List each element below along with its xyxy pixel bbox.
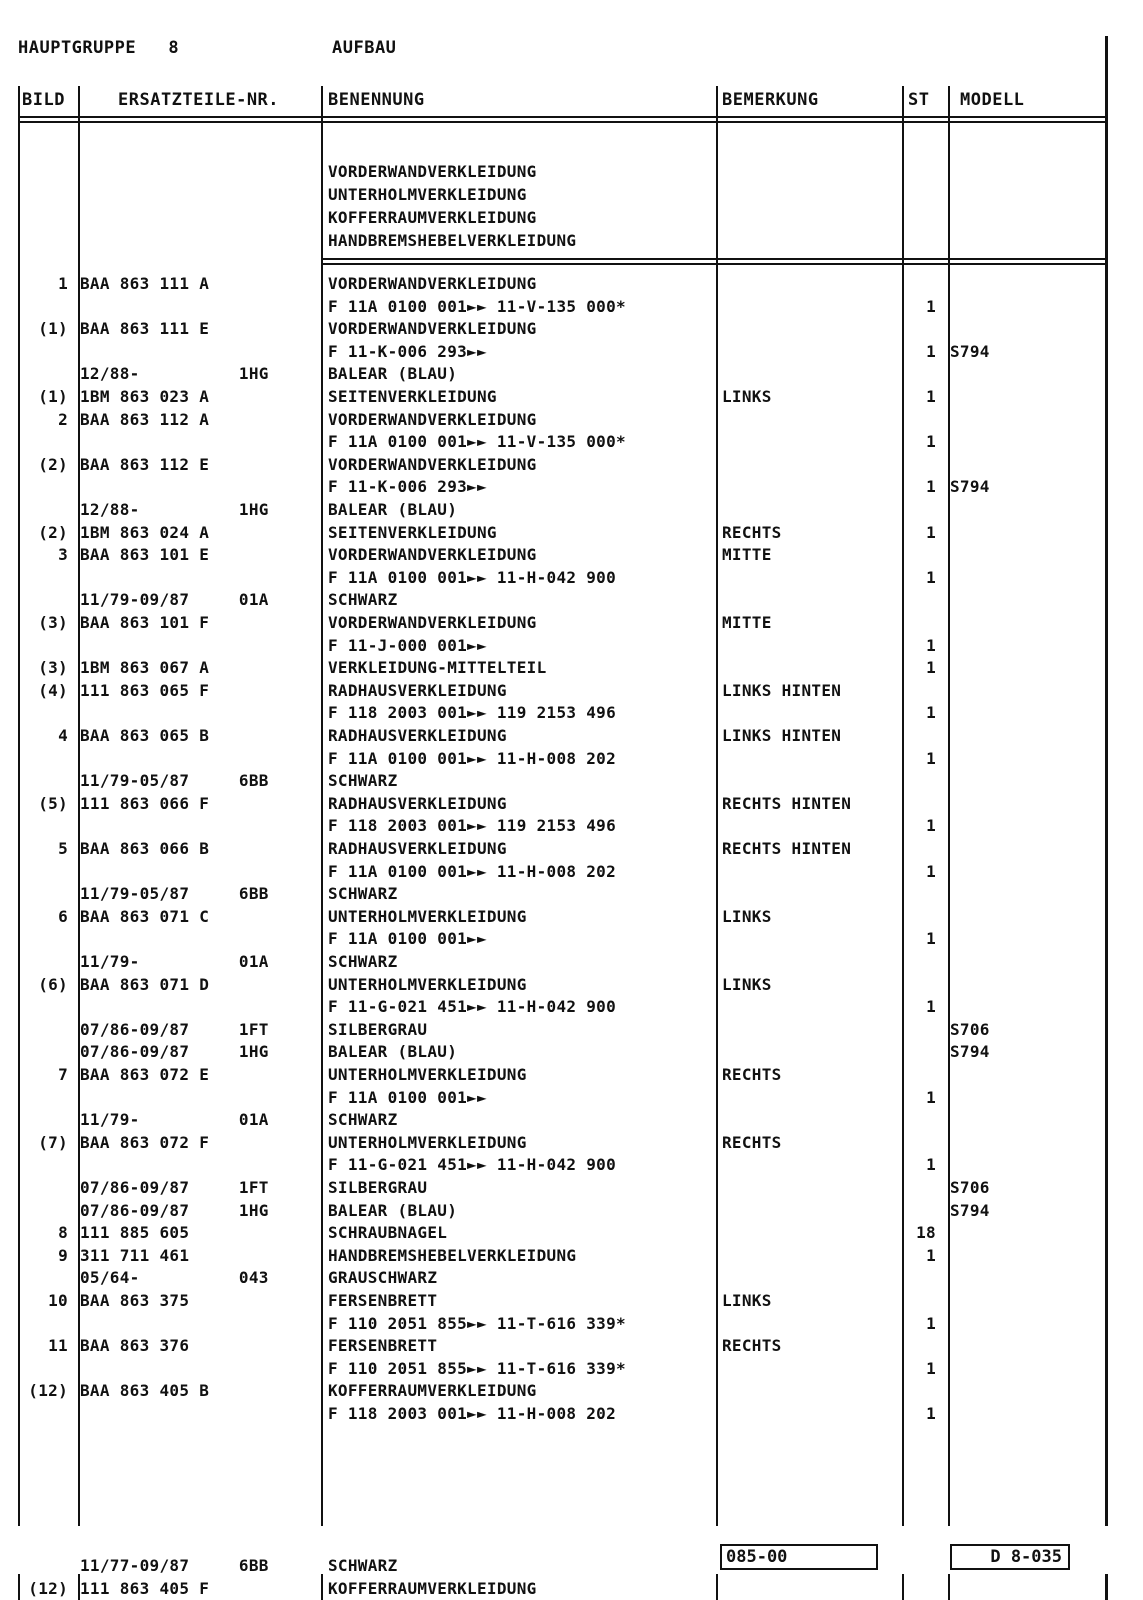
row-st: 1	[926, 1358, 936, 1378]
intro-item: HANDBREMSHEBELVERKLEIDUNG	[328, 231, 577, 250]
intro-item: KOFFERRAUMVERKLEIDUNG	[328, 208, 537, 227]
row-st: 1	[926, 658, 936, 678]
col-sep-part	[321, 86, 323, 1526]
row-part: BAA 863 071 C	[80, 906, 210, 926]
intro-rule-2	[321, 263, 1108, 265]
cont-row-part: 11/77-09/87 6BB	[80, 1556, 269, 1575]
row-part: 111 863 066 F	[80, 793, 210, 813]
row-bild: 11	[48, 1336, 68, 1356]
row-desc: VORDERWANDVERKLEIDUNG	[328, 409, 537, 429]
row-remark: LINKS	[722, 387, 772, 406]
row-desc: F 11-J-000 001►►	[328, 635, 487, 655]
row-desc: SEITENVERKLEIDUNG	[328, 387, 497, 406]
row-bild: 8	[58, 1223, 68, 1243]
row-remark: RECHTS	[722, 1336, 782, 1356]
row-desc: RADHAUSVERKLEIDUNG	[328, 793, 507, 813]
row-desc: FERSENBRETT	[328, 1291, 438, 1310]
row-desc: SCHWARZ	[328, 590, 398, 610]
row-part: 111 885 605	[80, 1223, 190, 1243]
row-bild: (1)	[38, 319, 68, 339]
intro-item: VORDERWANDVERKLEIDUNG	[328, 162, 537, 181]
cont-col-sep-part	[321, 1574, 323, 1600]
row-part: 311 711 461	[80, 1245, 190, 1265]
row-bild: (7)	[38, 1132, 68, 1152]
row-part: BAA 863 405 B	[80, 1381, 210, 1401]
row-bild: 4	[58, 726, 68, 745]
row-part: 111 863 065 F	[80, 680, 210, 700]
row-model: S706	[950, 1178, 990, 1197]
row-desc: F 118 2003 001►► 11-H-008 202	[328, 1404, 617, 1423]
row-st: 1	[926, 1404, 936, 1423]
cont-row-desc: SCHWARZ	[328, 1556, 398, 1575]
row-bild: 7	[58, 1065, 68, 1084]
cont-col-sep-remark	[902, 1574, 904, 1600]
row-st: 1	[926, 748, 936, 768]
row-part: 11/79-05/87 6BB	[80, 771, 269, 791]
row-st: 1	[926, 1245, 936, 1265]
row-part: 07/86-09/87 1FT	[80, 1019, 269, 1039]
cont-col-sep-st	[948, 1574, 950, 1600]
row-desc: UNTERHOLMVERKLEIDUNG	[328, 974, 527, 994]
row-st: 1	[926, 567, 936, 587]
row-st: 1	[926, 861, 936, 881]
group-title: AUFBAU	[332, 38, 397, 58]
row-bild: 6	[58, 906, 68, 926]
col-header-st: ST	[908, 90, 930, 110]
row-st: 1	[926, 341, 936, 361]
row-desc: BALEAR (BLAU)	[328, 1200, 458, 1220]
row-st: 1	[926, 635, 936, 655]
row-desc: F 11A 0100 001►► 11-V-135 000*	[328, 296, 626, 316]
row-model: S794	[950, 1042, 990, 1062]
row-remark: MITTE	[722, 613, 772, 632]
row-desc: VORDERWANDVERKLEIDUNG	[328, 454, 537, 474]
row-st: 18	[916, 1223, 936, 1243]
row-desc: VERKLEIDUNG-MITTELTEIL	[328, 658, 547, 678]
row-desc: BALEAR (BLAU)	[328, 364, 458, 384]
row-bild: 2	[58, 409, 68, 429]
cont-row-bild: (12)	[28, 1579, 68, 1598]
row-desc: F 118 2003 001►► 119 2153 496	[328, 816, 617, 836]
row-desc: SCHWARZ	[328, 884, 398, 904]
row-part: 07/86-09/87 1HG	[80, 1042, 269, 1062]
row-desc: BALEAR (BLAU)	[328, 1042, 458, 1062]
row-part: 11/79- 01A	[80, 952, 269, 971]
row-desc: FERSENBRETT	[328, 1336, 438, 1356]
row-desc: F 110 2051 855►► 11-T-616 339*	[328, 1358, 626, 1378]
row-desc: BALEAR (BLAU)	[328, 500, 458, 519]
row-model: S794	[950, 477, 990, 497]
group-label-text: HAUPTGRUPPE	[18, 38, 137, 58]
row-part: BAA 863 072 E	[80, 1065, 210, 1084]
row-desc: F 110 2051 855►► 11-T-616 339*	[328, 1313, 626, 1333]
row-part: BAA 863 071 D	[80, 974, 210, 994]
row-bild: 5	[58, 839, 68, 858]
header-rule-1	[18, 116, 1108, 118]
row-bild: (12)	[28, 1381, 68, 1401]
row-remark: LINKS HINTEN	[722, 726, 842, 745]
row-part: 1BM 863 023 A	[80, 387, 210, 406]
row-part: 07/86-09/87 1FT	[80, 1178, 269, 1197]
row-bild: (6)	[38, 974, 68, 994]
row-part: 11/79-09/87 01A	[80, 590, 269, 610]
row-desc: F 11-G-021 451►► 11-H-042 900	[328, 997, 617, 1017]
row-desc: RADHAUSVERKLEIDUNG	[328, 726, 507, 745]
row-desc: F 11A 0100 001►► 11-H-042 900	[328, 567, 617, 587]
row-desc: F 11-G-021 451►► 11-H-042 900	[328, 1155, 617, 1175]
cont-row-desc: KOFFERRAUMVERKLEIDUNG	[328, 1579, 537, 1598]
row-part: BAA 863 112 E	[80, 454, 210, 474]
cont-row-part: 111 863 405 F	[80, 1579, 210, 1598]
col-header-part: ERSATZTEILE-NR.	[118, 90, 280, 110]
row-st: 1	[926, 522, 936, 542]
row-desc: UNTERHOLMVERKLEIDUNG	[328, 1132, 527, 1152]
row-part: 1BM 863 067 A	[80, 658, 210, 678]
row-desc: VORDERWANDVERKLEIDUNG	[328, 545, 537, 565]
row-part: BAA 863 375	[80, 1291, 190, 1310]
row-desc: SCHWARZ	[328, 1110, 398, 1130]
row-desc: RADHAUSVERKLEIDUNG	[328, 680, 507, 700]
row-desc: SCHWARZ	[328, 771, 398, 791]
row-st: 1	[926, 816, 936, 836]
row-desc: F 118 2003 001►► 119 2153 496	[328, 703, 617, 723]
row-model: S794	[950, 341, 990, 361]
row-part: BAA 863 072 F	[80, 1132, 210, 1152]
row-desc: F 11A 0100 001►►	[328, 929, 487, 949]
row-desc: F 11A 0100 001►► 11-V-135 000*	[328, 432, 626, 452]
row-desc: F 11-K-006 293►►	[328, 341, 487, 361]
row-bild: (3)	[38, 658, 68, 678]
row-remark: LINKS	[722, 974, 772, 994]
row-part: BAA 863 111 A	[80, 274, 210, 293]
footer-code-right: D 8-035	[950, 1544, 1070, 1570]
row-desc: HANDBREMSHEBELVERKLEIDUNG	[328, 1245, 577, 1265]
col-header-desc: BENENNUNG	[328, 90, 425, 110]
row-part: BAA 863 101 F	[80, 613, 210, 632]
row-desc: KOFFERRAUMVERKLEIDUNG	[328, 1381, 537, 1401]
row-part: 12/88- 1HG	[80, 500, 269, 519]
row-desc: SCHWARZ	[328, 952, 398, 971]
row-st: 1	[926, 296, 936, 316]
row-bild: 1	[58, 274, 68, 293]
row-desc: UNTERHOLMVERKLEIDUNG	[328, 906, 527, 926]
row-desc: SCHRAUBNAGEL	[328, 1223, 448, 1243]
row-remark: LINKS	[722, 1291, 772, 1310]
row-remark: RECHTS	[722, 522, 782, 542]
col-sep-st	[948, 86, 950, 1526]
row-remark: RECHTS HINTEN	[722, 839, 852, 858]
row-desc: F 11A 0100 001►► 11-H-008 202	[328, 861, 617, 881]
row-st: 1	[926, 1087, 936, 1107]
row-bild: (2)	[38, 454, 68, 474]
header-rule-2	[18, 121, 1108, 123]
row-desc: SEITENVERKLEIDUNG	[328, 522, 497, 542]
row-desc: UNTERHOLMVERKLEIDUNG	[328, 1065, 527, 1084]
col-header-model: MODELL	[960, 90, 1025, 110]
row-st: 1	[926, 477, 936, 497]
row-bild: (4)	[38, 680, 68, 700]
col-header-bild: BILD	[22, 90, 65, 110]
row-desc: F 11A 0100 001►► 11-H-008 202	[328, 748, 617, 768]
row-desc: GRAUSCHWARZ	[328, 1268, 438, 1288]
row-part: 11/79-05/87 6BB	[80, 884, 269, 904]
row-desc: SILBERGRAU	[328, 1178, 428, 1197]
row-part: BAA 863 376	[80, 1336, 190, 1356]
row-part: 11/79- 01A	[80, 1110, 269, 1130]
row-bild: (1)	[38, 387, 68, 406]
row-part: BAA 863 065 B	[80, 726, 210, 745]
row-desc: VORDERWANDVERKLEIDUNG	[328, 319, 537, 339]
row-part: BAA 863 112 A	[80, 409, 210, 429]
intro-rule-1	[321, 258, 1108, 260]
row-bild: 9	[58, 1245, 68, 1265]
row-desc: F 11A 0100 001►►	[328, 1087, 487, 1107]
row-desc: SILBERGRAU	[328, 1019, 428, 1039]
row-part: BAA 863 066 B	[80, 839, 210, 858]
row-remark: MITTE	[722, 545, 772, 565]
row-desc: F 11-K-006 293►►	[328, 477, 487, 497]
row-desc: VORDERWANDVERKLEIDUNG	[328, 613, 537, 632]
row-part: 05/64- 043	[80, 1268, 269, 1288]
footer-code-left: 085-00	[720, 1544, 878, 1570]
col-header-remark: BEMERKUNG	[722, 90, 819, 110]
row-desc: RADHAUSVERKLEIDUNG	[328, 839, 507, 858]
row-st: 1	[926, 1155, 936, 1175]
row-st: 1	[926, 703, 936, 723]
row-model: S706	[950, 1019, 990, 1039]
row-part: BAA 863 101 E	[80, 545, 210, 565]
row-st: 1	[926, 929, 936, 949]
row-st: 1	[926, 997, 936, 1017]
group-number: 8	[168, 38, 180, 58]
row-remark: RECHTS	[722, 1065, 782, 1084]
row-bild: 3	[58, 545, 68, 565]
row-st: 1	[926, 1313, 936, 1333]
row-model: S794	[950, 1200, 990, 1220]
cont-frame-right	[1105, 1574, 1108, 1600]
row-part: 1BM 863 024 A	[80, 522, 210, 542]
row-bild: (2)	[38, 522, 68, 542]
row-st: 1	[926, 432, 936, 452]
row-part: 07/86-09/87 1HG	[80, 1200, 269, 1220]
row-remark: LINKS	[722, 906, 772, 926]
row-remark: RECHTS	[722, 1132, 782, 1152]
row-bild: 10	[48, 1291, 68, 1310]
row-bild: (5)	[38, 793, 68, 813]
row-desc: VORDERWANDVERKLEIDUNG	[328, 274, 537, 293]
group-label	[18, 38, 179, 58]
row-part: BAA 863 111 E	[80, 319, 210, 339]
row-remark: RECHTS HINTEN	[722, 793, 852, 813]
row-part: 12/88- 1HG	[80, 364, 269, 384]
row-remark: LINKS HINTEN	[722, 680, 842, 700]
intro-item: UNTERHOLMVERKLEIDUNG	[328, 185, 527, 204]
row-bild: (3)	[38, 613, 68, 632]
row-st: 1	[926, 387, 936, 406]
